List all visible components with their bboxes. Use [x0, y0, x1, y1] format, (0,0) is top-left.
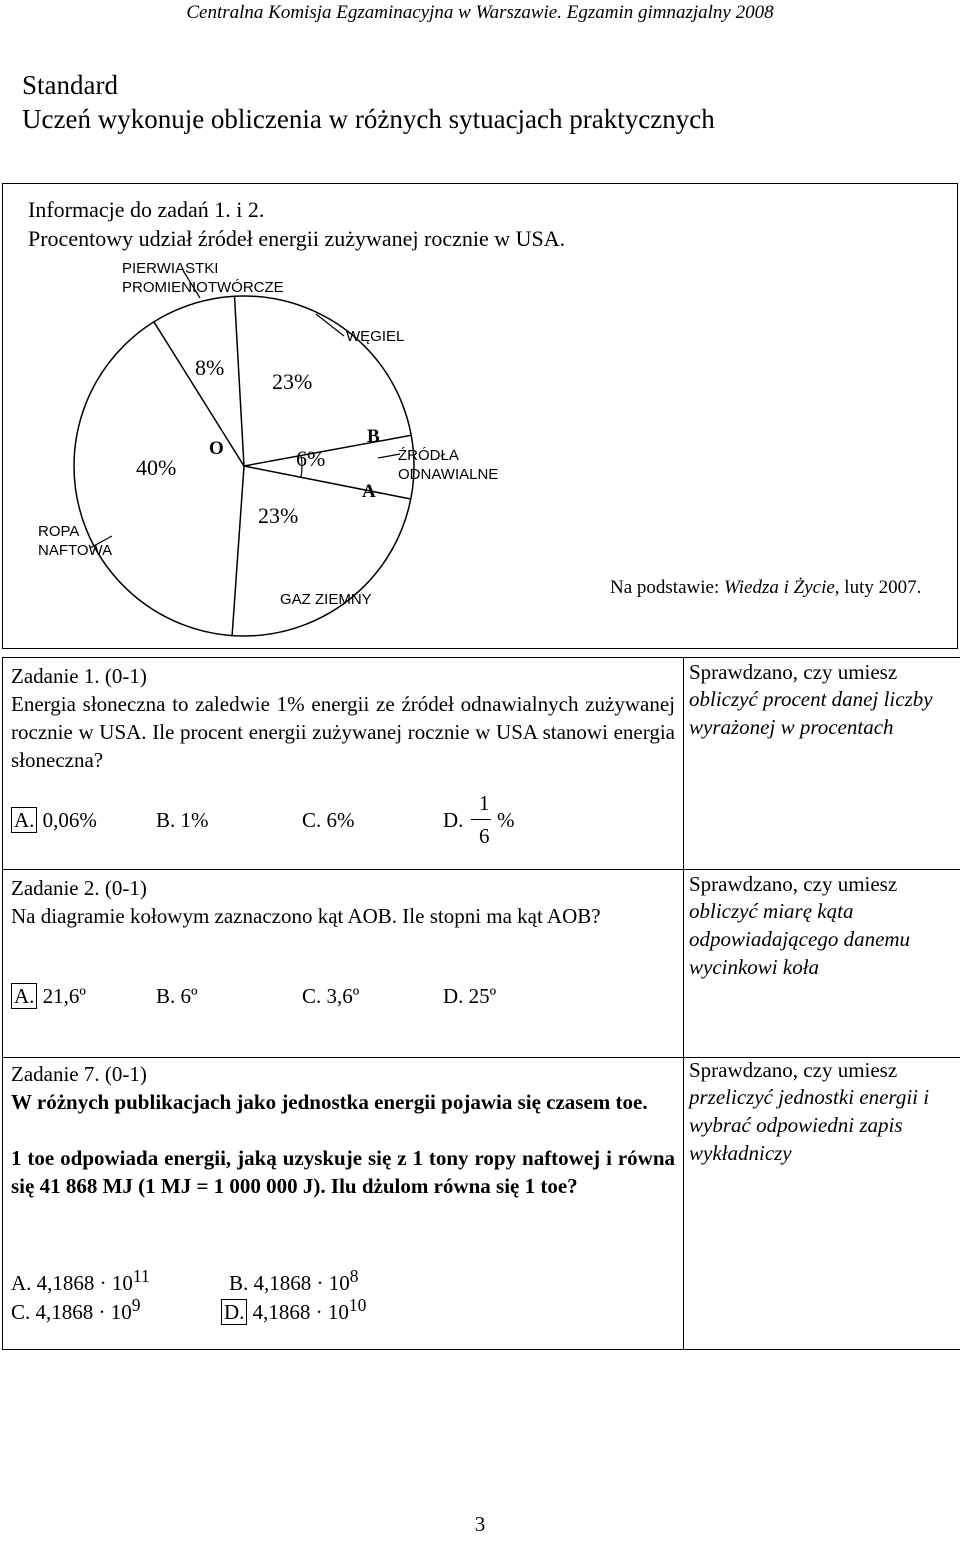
point-o: O: [209, 438, 224, 459]
task-7-text-2: 1 toe odpowiada energii, jaką uzyskuje się z 1 tony ropy naftowej i równa się 41 868 MJ (1 MJ = 1 000 000 J). Ilu dżulom równa się 1 toe?: [11, 1146, 675, 1198]
task-1-standard: [684, 658, 960, 870]
task-row-2: [3, 870, 960, 1058]
task-7-answer-a: [11, 1266, 150, 1296]
task-2-answer-b: B. 6º: [156, 984, 198, 1008]
task-row-1: [3, 658, 960, 870]
task-1-answer-a: [11, 808, 97, 833]
label-coal: WĘGIEL: [346, 328, 405, 345]
task-7-standard-body: przeliczyć jednostki energii i wybrać odpowiedni zapis wykładniczy: [689, 1085, 930, 1165]
pie-radius-3: [244, 466, 411, 499]
label-oil-2: NAFTOWA: [38, 542, 113, 559]
task-row-7: [3, 1058, 960, 1350]
task-7-answer-d-letter: D.: [221, 1299, 247, 1325]
task-2-answer-a-letter: A.: [11, 983, 37, 1009]
task-1-text: Energia słoneczna to zaledwie 1% energii ze źródeł odnawialnych zużywanej rocznie w USA. Ile procent energii zużywanej rocznie w USA stanowi energia słoneczna?: [11, 692, 675, 772]
leader-renewable: [378, 454, 400, 458]
pie-radius-4: [232, 466, 244, 636]
task-2-answer-a-value: 21,6º: [37, 984, 86, 1008]
standard-title: Standard: [22, 70, 118, 100]
task-7-answer-b: [229, 1266, 359, 1296]
value-label-coal: 23%: [272, 369, 313, 394]
task-1-standard-head: Sprawdzano, czy umiesz: [689, 660, 898, 684]
task-7-standard: [684, 1058, 960, 1350]
task-7-answer-d-base: 4,1868 · 10: [247, 1300, 349, 1324]
label-nuclear-2: PROMIENIOTWÓRCZE: [122, 279, 284, 296]
task-7-answer-d: [221, 1295, 366, 1325]
task-2-question: [3, 870, 684, 1058]
point-a: A: [362, 481, 376, 502]
task-7-answer-c: [11, 1295, 141, 1325]
task-1-answer-d-suffix: %: [497, 808, 515, 832]
task-2-title: Zadanie 2. (0-1): [11, 876, 147, 900]
task-2-standard-head: Sprawdzano, czy umiesz: [689, 872, 898, 896]
task-2-standard-body: obliczyć miarę kąta odpowiadającego danemu wycinkowi koła: [689, 899, 911, 979]
task-1-answer-d-numerator: 1: [479, 791, 490, 815]
source-date: luty 2007.: [839, 577, 922, 598]
page-number: 3: [474, 1512, 486, 1536]
value-label-gas: 23%: [258, 503, 299, 528]
pie-radius-1: [235, 296, 245, 466]
task-1-answer-a-letter: A.: [11, 807, 37, 833]
task-1-answer-c: C. 6%: [302, 808, 355, 832]
task-7-question: [3, 1058, 684, 1350]
label-gas: GAZ ZIEMNY: [280, 591, 372, 608]
standard-text: Uczeń wykonuje obliczenia w różnych sytuacjach praktycznych: [22, 104, 715, 134]
fraction-bar: [471, 819, 491, 820]
task-1-title: Zadanie 1. (0-1): [11, 664, 147, 688]
task-7-answer-d-exp: 10: [348, 1295, 367, 1315]
task-7-answer-b-base: B. 4,1868 · 10: [229, 1271, 350, 1295]
pie-radii: [154, 296, 411, 635]
task-2-standard: [684, 870, 960, 1058]
tasks-table: [2, 657, 960, 1350]
info-line-2: Procentowy udział źródeł energii zużywanej rocznie w USA.: [28, 226, 566, 251]
task-7-answer-c-exp: 9: [131, 1295, 141, 1315]
source-title: Wiedza i Życie,: [723, 577, 840, 598]
value-label-nuclear: 8%: [195, 355, 225, 380]
value-label-oil: 40%: [136, 455, 177, 480]
task-1-answer-a-value: 0,06%: [37, 808, 97, 832]
task-7-text-1: W różnych publikacjach jako jednostka energii pojawia się czasem toe.: [11, 1090, 648, 1114]
task-1-standard-body: obliczyć procent danej liczby wyrażonej w procentach: [689, 687, 933, 739]
task-1-answer-d-denominator: 6: [479, 824, 490, 848]
page-header: Centralna Komisja Egzaminacyjna w Warszawie. Egzamin gimnazjalny 2008: [186, 2, 774, 23]
task-1-answer-b: B. 1%: [156, 808, 209, 832]
source-prefix: Na podstawie:: [610, 577, 724, 598]
task-7-answer-a-exp: 11: [132, 1266, 150, 1286]
task-7-standard-head: Sprawdzano, czy umiesz: [689, 1058, 898, 1082]
label-renewable-1: ŹRÓDŁA: [398, 447, 459, 464]
label-renewable-2: ODNAWIALNE: [398, 466, 499, 483]
task-7-answer-c-base: C. 4,1868 · 10: [11, 1300, 132, 1324]
task-7-answer-b-exp: 8: [349, 1266, 359, 1286]
label-nuclear-1: PIERWIASTKI: [122, 260, 219, 277]
task-7-title: Zadanie 7. (0-1): [11, 1062, 147, 1086]
point-b: B: [367, 426, 380, 447]
info-line-1: Informacje do zadań 1. i 2.: [28, 197, 265, 222]
pie-radius-2: [244, 435, 411, 466]
task-2-answer-d: D. 25º: [443, 984, 497, 1008]
pie-chart: [0, 0, 960, 660]
task-7-answer-a-base: A. 4,1868 · 10: [11, 1271, 133, 1295]
label-oil-1: ROPA: [38, 523, 80, 540]
task-1-answer-d-prefix: D.: [443, 808, 464, 832]
task-2-answer-c: C. 3,6º: [302, 984, 360, 1008]
source-note: [610, 577, 921, 599]
pie-radius-0: [154, 322, 244, 466]
value-label-renewable: 6%: [296, 446, 326, 471]
task-1-question: [3, 658, 684, 870]
task-2-text: Na diagramie kołowym zaznaczono kąt AOB. Ile stopni ma kąt AOB?: [11, 904, 601, 928]
task-2-answer-a: [11, 984, 86, 1009]
